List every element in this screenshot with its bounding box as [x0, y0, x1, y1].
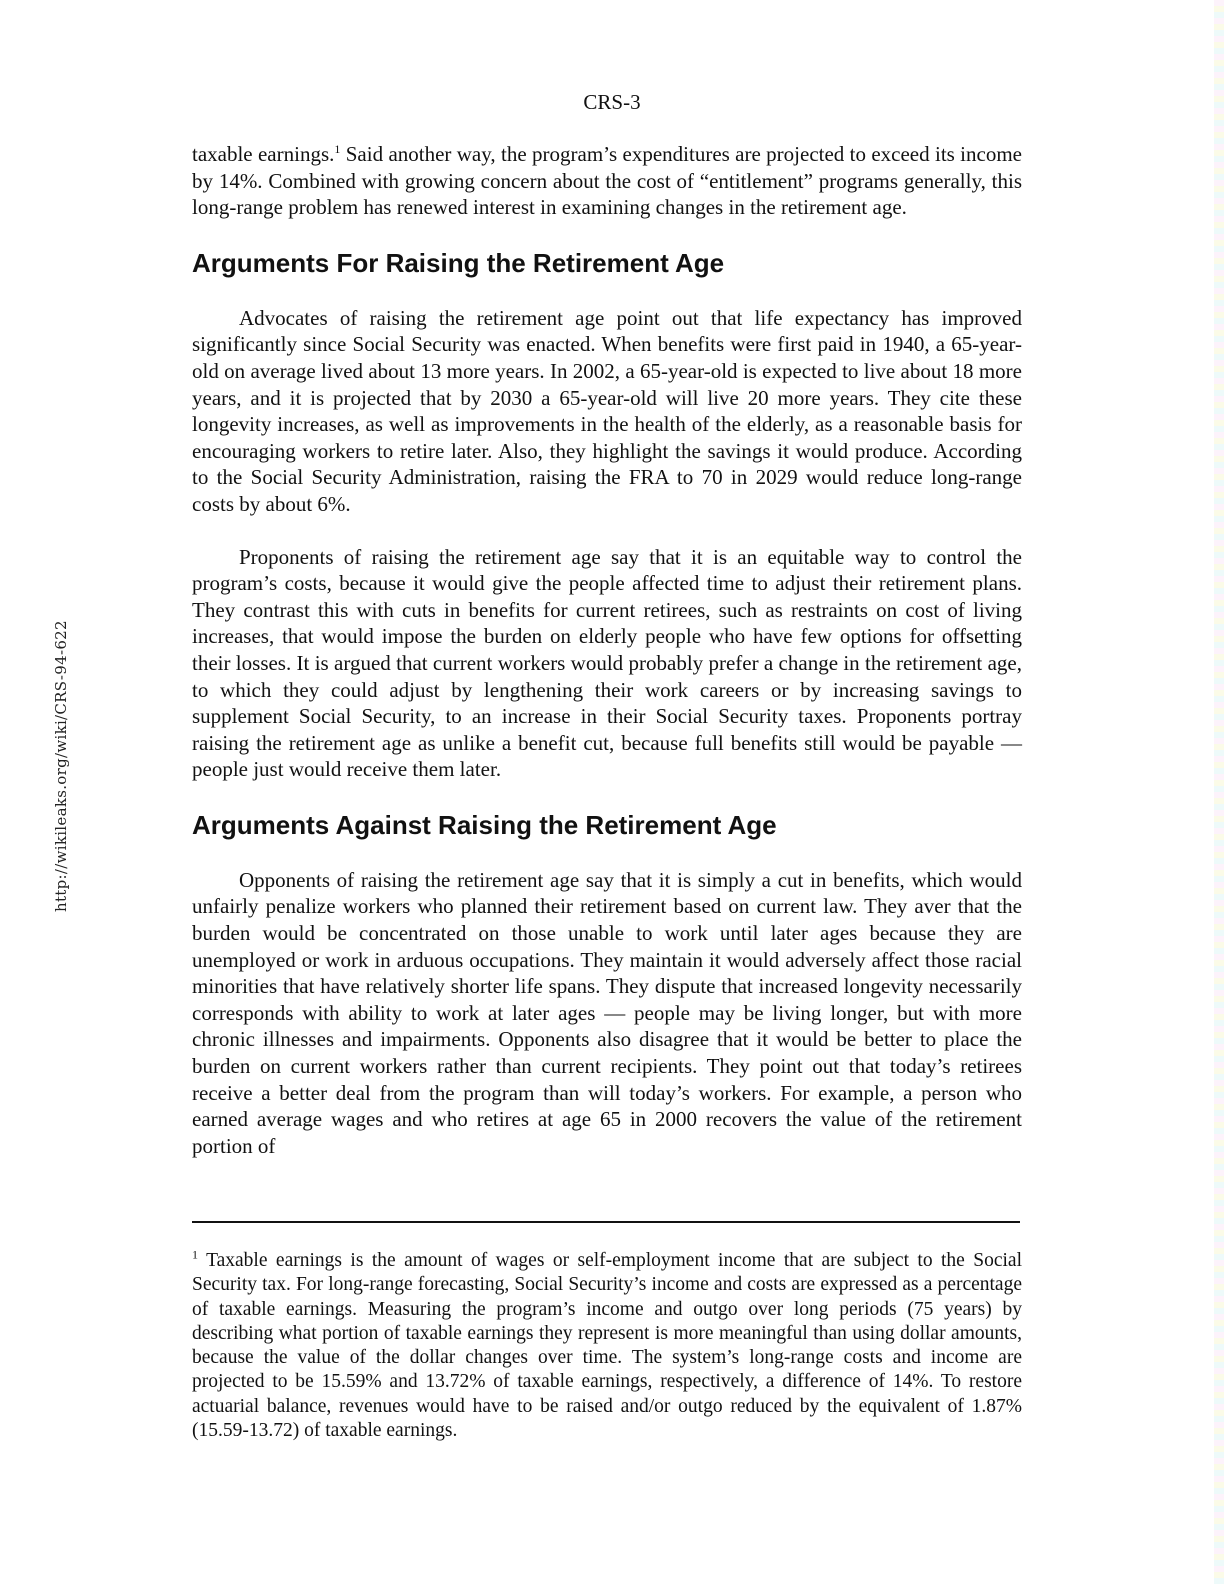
paragraph: Opponents of raising the retirement age say that it is simply a cut in benefits, which would unfairly penalize workers who planned their retirement based on current law. They aver that the burden would be concentrated on those unable to work until later ages because they are unemployed or work in arduous occupations. They maintain it would adversely affect those racial minorities that have relatively shorter life spans. They dispute that increased longevity necessarily corresponds with ability to work at later ages — people may be living longer, but with more chronic illnesses and impairments. Opponents also disagree that it would be better to place the burden on current workers rather than current recipients. They point out that today’s retirees receive a better deal from the program than will today’s workers. For example, a person who earned average wages and who retires at age 65 in 2000 recovers the value of the retirement portion of	[192, 867, 1022, 1158]
page-number: CRS-3	[583, 90, 641, 114]
footnote-reference[interactable]: 1	[334, 142, 341, 156]
heading-arguments-against: Arguments Against Raising the Retirement Age	[192, 809, 777, 840]
footnote: $^1$ Taxable earnings is the amount of wages or self-employment income that are subject to the Social Security tax. For long-range forecasting, Social Security’s income and costs are expressed as a percentage of taxable earnings. Measuring the program’s income and outgo over long periods (75 years) by describing what portion of taxable earnings they represent is more meaningful than using dollar amounts, because the value of the dollar changes over time. The system’s long-range costs and income are projected to be 15.59% and 13.72% of taxable earnings, respectively, a difference of 14%. To restore actuarial balance, revenues would have to be raised and/or outgo reduced by the equivalent of 1.87% (15.59-13.72) of taxable earnings.	[192, 1247, 1022, 1442]
intro-paragraph: taxable earnings.$^1$ Said another way, the program’s expenditures are projected to exceed its income by 14%. Combined with growing concern about the cost of “entitlement” programs generally, this long-range problem has renewed interest in examining changes in the retirement age.	[192, 142, 1022, 220]
scan-edge	[1214, 0, 1224, 1584]
paragraph: Advocates of raising the retirement age point out that life expectancy has improved significantly since Social Security was enacted. When benefits were first paid in 1940, a 65-year-old on average lived about 13 more years. In 2002, a 65-year-old is expected to live about 18 more years, and it is projected that by 2030 a 65-year-old will live 20 more years. They cite these longevity increases, as well as improvements in the health of the elderly, as a reasonable basis for encouraging workers to retire later. Also, they highlight the savings it would produce. According to the Social Security Administration, raising the FRA to 70 in 2029 would reduce long-range costs by about 6%.	[192, 305, 1022, 516]
footnote-marker: 1	[192, 1247, 198, 1262]
footnote-divider	[192, 1221, 1020, 1223]
document-body	[192, 141, 1022, 1159]
paragraph: Proponents of raising the retirement age say that it is an equitable way to control the program’s costs, because it would give the people affected time to adjust their retirement plans. They contrast this with cuts in benefits for current retirees, such as restraints on cost of living increases, that would impose the burden on elderly people who have few options for offsetting their losses. It is argued that current workers would probably prefer a change in the retirement age, to which they could adjust by lengthening their work careers or by increasing savings to supplement Social Security, to an increase in their Social Security taxes. Proponents portray raising the retirement age as unlike a benefit cut, because full benefits still would be payable — people just would receive them later.	[192, 544, 1022, 782]
heading-arguments-for: Arguments For Raising the Retirement Age	[192, 247, 725, 278]
side-source-url: http://wikileaks.org/wiki/CRS-94-622	[52, 620, 70, 912]
